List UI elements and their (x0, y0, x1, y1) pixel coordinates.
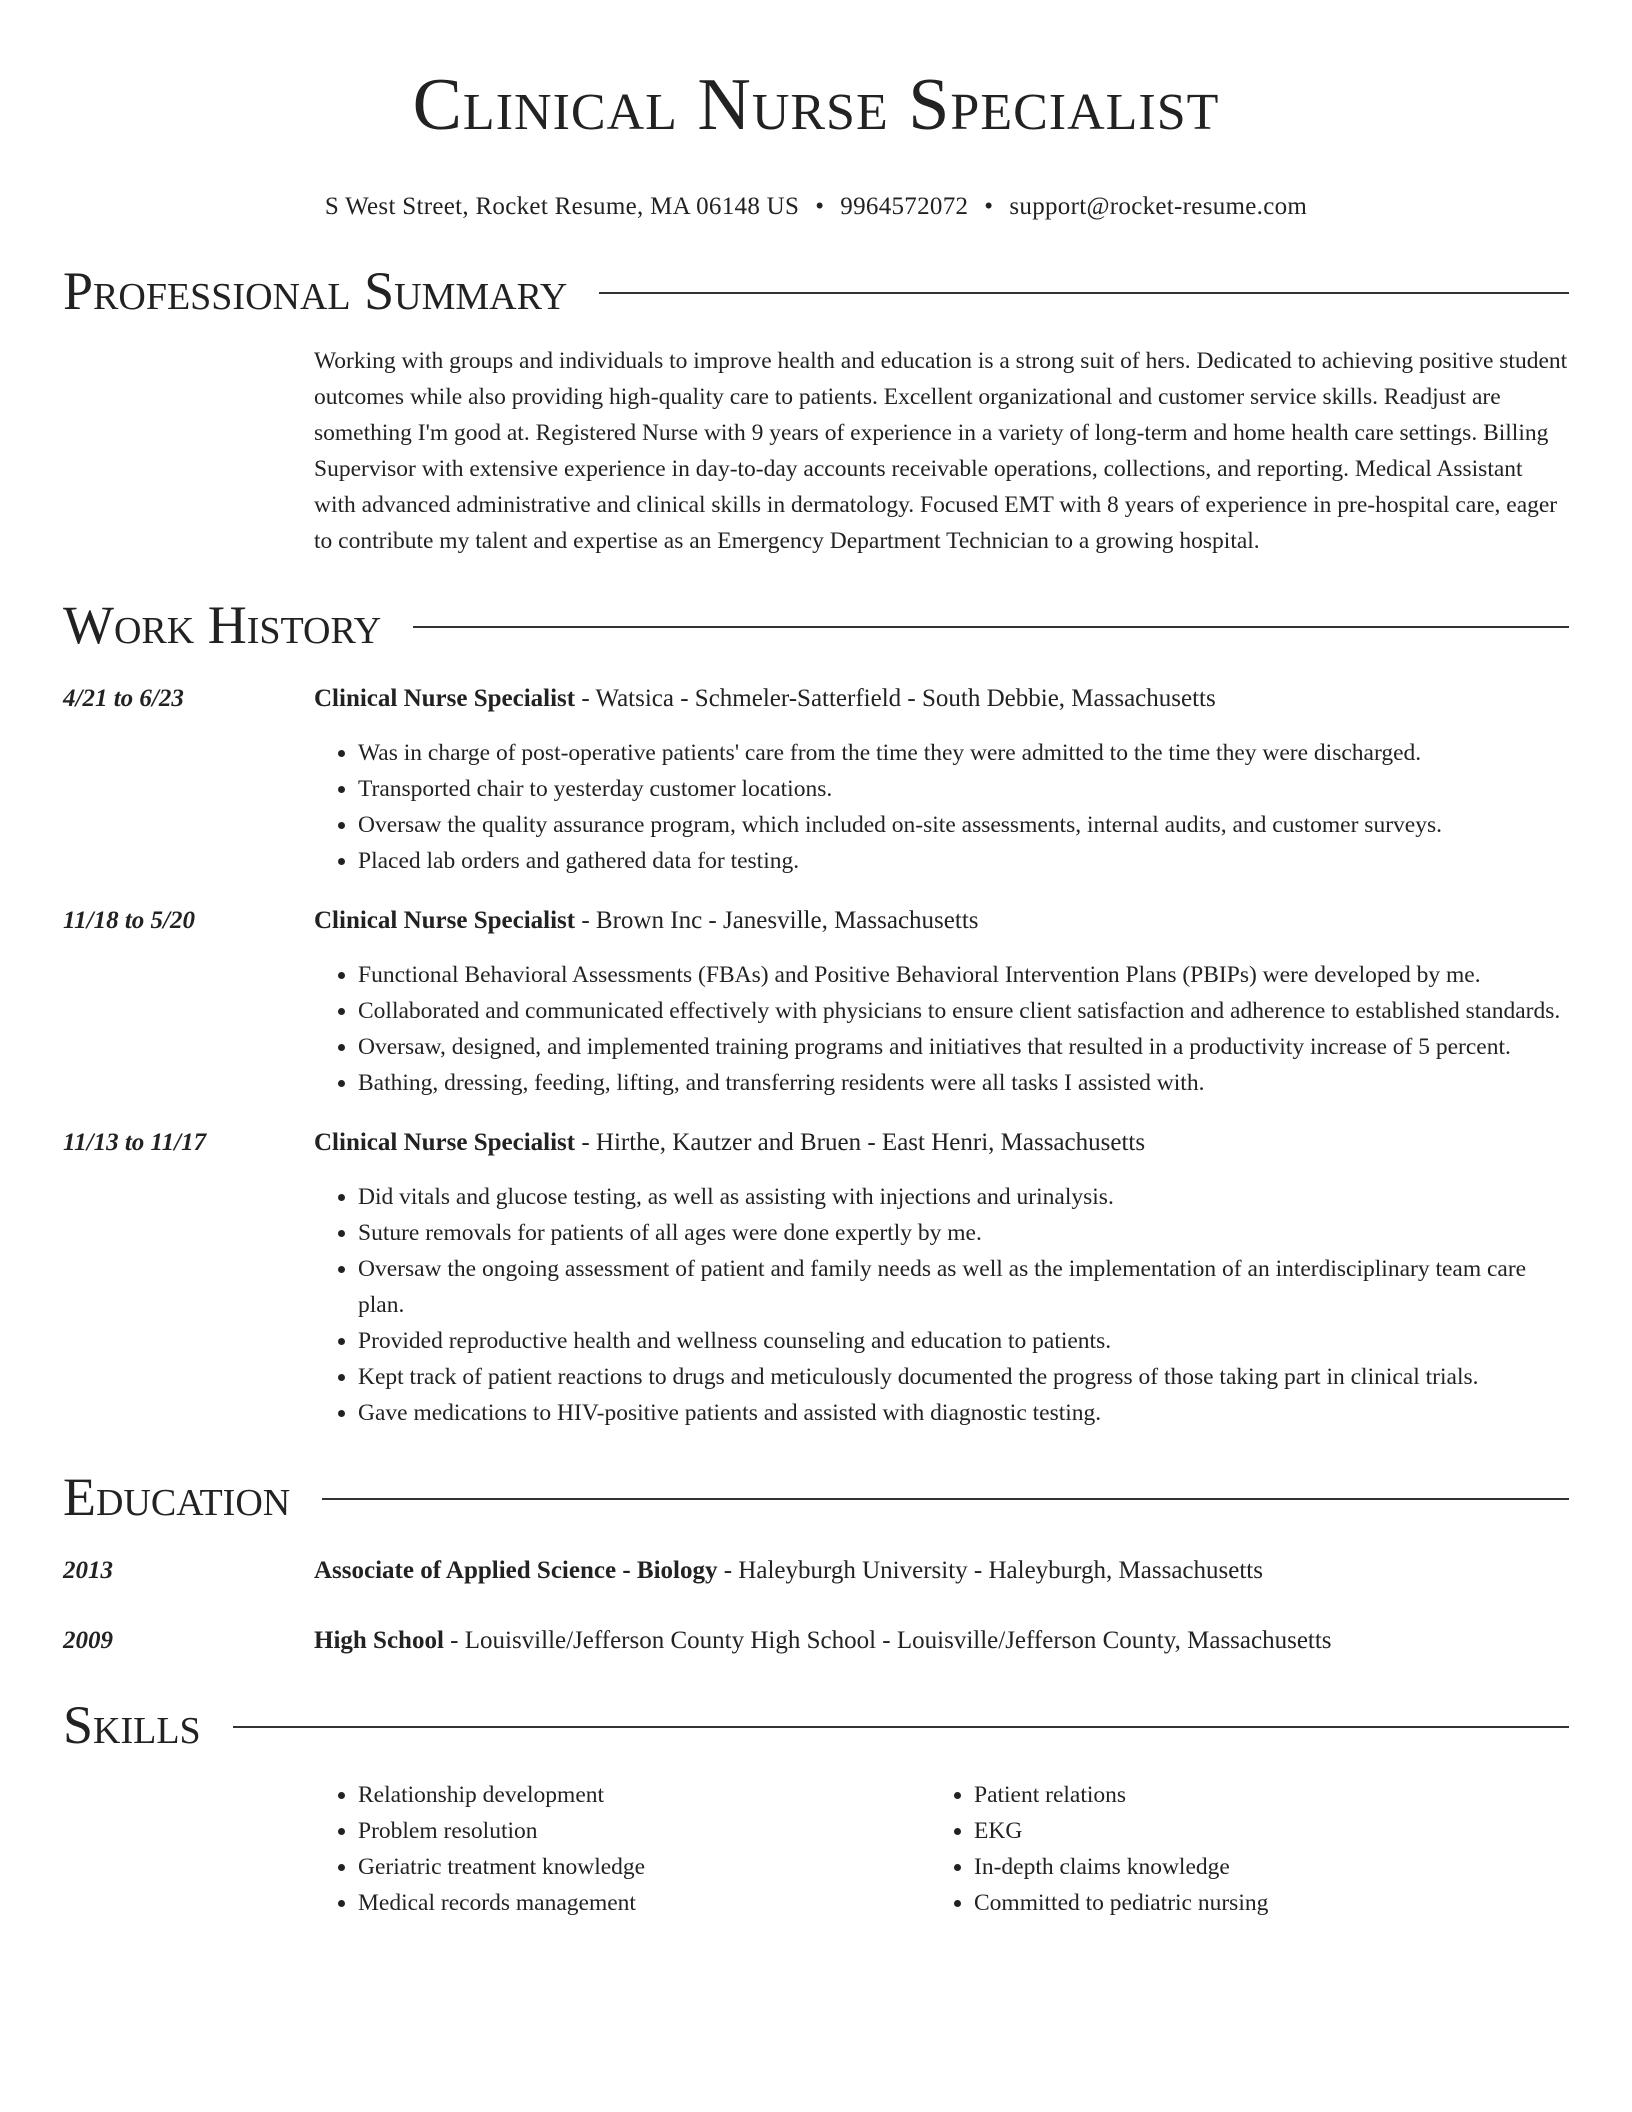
list-item: • Oversaw the ongoing assessment of patient and family needs as well as the implementation of an interdisciplinary team care plan. (358, 1251, 1569, 1323)
work-entry (63, 1125, 1569, 1431)
skill-item: • Patient relations (974, 1777, 1546, 1813)
education-entry (63, 1553, 1569, 1589)
work-entry-dates: 11/18 to 5/20 (63, 907, 195, 934)
work-entry-body (314, 681, 1569, 879)
work-entry-bullets (314, 735, 1569, 879)
skill-item: • In-depth claims knowledge (974, 1849, 1546, 1885)
list-item: • Placed lab orders and gathered data for testing. (358, 843, 1569, 879)
summary-section-header (63, 261, 1569, 321)
skill-item: • Geriatric treatment knowledge (358, 1849, 930, 1885)
education-section-header (63, 1467, 1569, 1527)
skill-item: • EKG (974, 1813, 1546, 1849)
work-entry-dates: 4/21 to 6/23 (63, 685, 184, 712)
skills-section-title: Skills (63, 1695, 201, 1755)
work-entry-role: Clinical Nurse Specialist (314, 1129, 576, 1156)
skill-item: • Committed to pediatric nursing (974, 1885, 1546, 1921)
work-entry-bullets (314, 957, 1569, 1101)
education-entry-details: - Haleyburgh University - Haleyburgh, Massachusetts (717, 1557, 1263, 1584)
education-entry-details: - Louisville/Jefferson County High School - Louisville/Jefferson County, Massachusetts (443, 1627, 1332, 1654)
work-entry-body (314, 1125, 1569, 1431)
work-entries (63, 681, 1569, 1431)
contact-line (63, 189, 1569, 225)
work-entry-details: - Watsica - Schmeler-Satterfield - South Debbie, Massachusetts (575, 685, 1216, 712)
work-entry-role: Clinical Nurse Specialist (314, 685, 576, 712)
work-entry (63, 903, 1569, 1101)
education-entry-degree: High School (314, 1627, 444, 1654)
work-entry-title (314, 903, 1569, 939)
work-section-header (63, 595, 1569, 655)
work-entry-title (314, 681, 1569, 717)
list-item: • Oversaw, designed, and implemented training programs and initiatives that resulted in a productivity increase of 5 percent. (358, 1029, 1569, 1065)
education-entry-year: 2009 (63, 1627, 113, 1654)
contact-address: S West Street, Rocket Resume, MA 06148 US (324, 193, 800, 220)
list-item: • Did vitals and glucose testing, as well as assisting with injections and urinalysis. (358, 1179, 1569, 1215)
work-section-title: Work History (63, 595, 382, 655)
work-entry-bullets (314, 1179, 1569, 1431)
list-item: • Provided reproductive health and wellness counseling and education to patients. (358, 1323, 1569, 1359)
contact-phone: 9964572072 (840, 193, 969, 220)
skills-column-left (314, 1777, 930, 1921)
section-divider (233, 1726, 1569, 1728)
work-entry-details: - Brown Inc - Janesville, Massachusetts (575, 907, 979, 934)
education-section-title: Education (63, 1467, 291, 1527)
section-divider (413, 626, 1569, 628)
section-divider (599, 292, 1569, 294)
summary-text: Working with groups and individuals to improve health and education is a strong suit of hers. Dedicated to achieving positive student outcomes while also providing high-quality care to patients. Excellent organizational and customer service skills. Readjust are something I'm good at. Registered Nurse with 9 years of experience in a variety of long-term and home health care settings. Billing Supervisor with extensive experience in day-to-day accounts receivable operations, collections, and reporting. Medical Assistant with advanced administrative and clinical skills in dermatology. Focused EMT with 8 years of experience in pre-hospital care, eager to contribute my talent and expertise as an Emergency Department Technician to a growing hospital. (314, 348, 1568, 554)
list-item: • Bathing, dressing, feeding, lifting, and transferring residents were all tasks I assisted with. (358, 1065, 1569, 1101)
contact-separator: • (815, 193, 825, 220)
education-entry-year: 2013 (63, 1557, 113, 1584)
education-entry-title (314, 1553, 1569, 1589)
skill-item: • Relationship development (358, 1777, 930, 1813)
list-item: • Gave medications to HIV-positive patients and assisted with diagnostic testing. (358, 1395, 1569, 1431)
work-entry-title (314, 1125, 1569, 1161)
resume-name: Clinical Nurse Specialist (412, 64, 1220, 146)
skill-item: • Problem resolution (358, 1813, 930, 1849)
skills-list (314, 1777, 1569, 1921)
work-entry-details: - Hirthe, Kautzer and Bruen - East Henri, Massachusetts (575, 1129, 1146, 1156)
list-item: • Collaborated and communicated effectively with physicians to ensure client satisfaction and adherence to established standards. (358, 993, 1569, 1029)
list-item: • Suture removals for patients of all ages were done expertly by me. (358, 1215, 1569, 1251)
list-item: • Was in charge of post-operative patients' care from the time they were admitted to the time they were discharged. (358, 735, 1569, 771)
list-item: • Functional Behavioral Assessments (FBAs) and Positive Behavioral Intervention Plans (PBIPs) were developed by me. (358, 957, 1569, 993)
work-entry (63, 681, 1569, 879)
education-entry-title (314, 1623, 1569, 1659)
skills-section-header (63, 1695, 1569, 1755)
contact-separator: • (984, 193, 994, 220)
list-item: • Transported chair to yesterday customer locations. (358, 771, 1569, 807)
section-divider (322, 1498, 1569, 1500)
work-entry-body (314, 903, 1569, 1101)
contact-email: support@rocket-resume.com (1009, 193, 1308, 220)
education-entry (63, 1623, 1569, 1659)
summary-section-title: Professional Summary (63, 261, 568, 321)
skill-item: • Medical records management (358, 1885, 930, 1921)
education-entry-degree: Associate of Applied Science - Biology (314, 1557, 718, 1584)
work-entry-role: Clinical Nurse Specialist (314, 907, 576, 934)
skills-column-right (930, 1777, 1546, 1921)
work-entry-dates: 11/13 to 11/17 (63, 1129, 207, 1156)
list-item: • Oversaw the quality assurance program, which included on-site assessments, internal audits, and customer surveys. (358, 807, 1569, 843)
list-item: • Kept track of patient reactions to drugs and meticulously documented the progress of those taking part in clinical trials. (358, 1359, 1569, 1395)
